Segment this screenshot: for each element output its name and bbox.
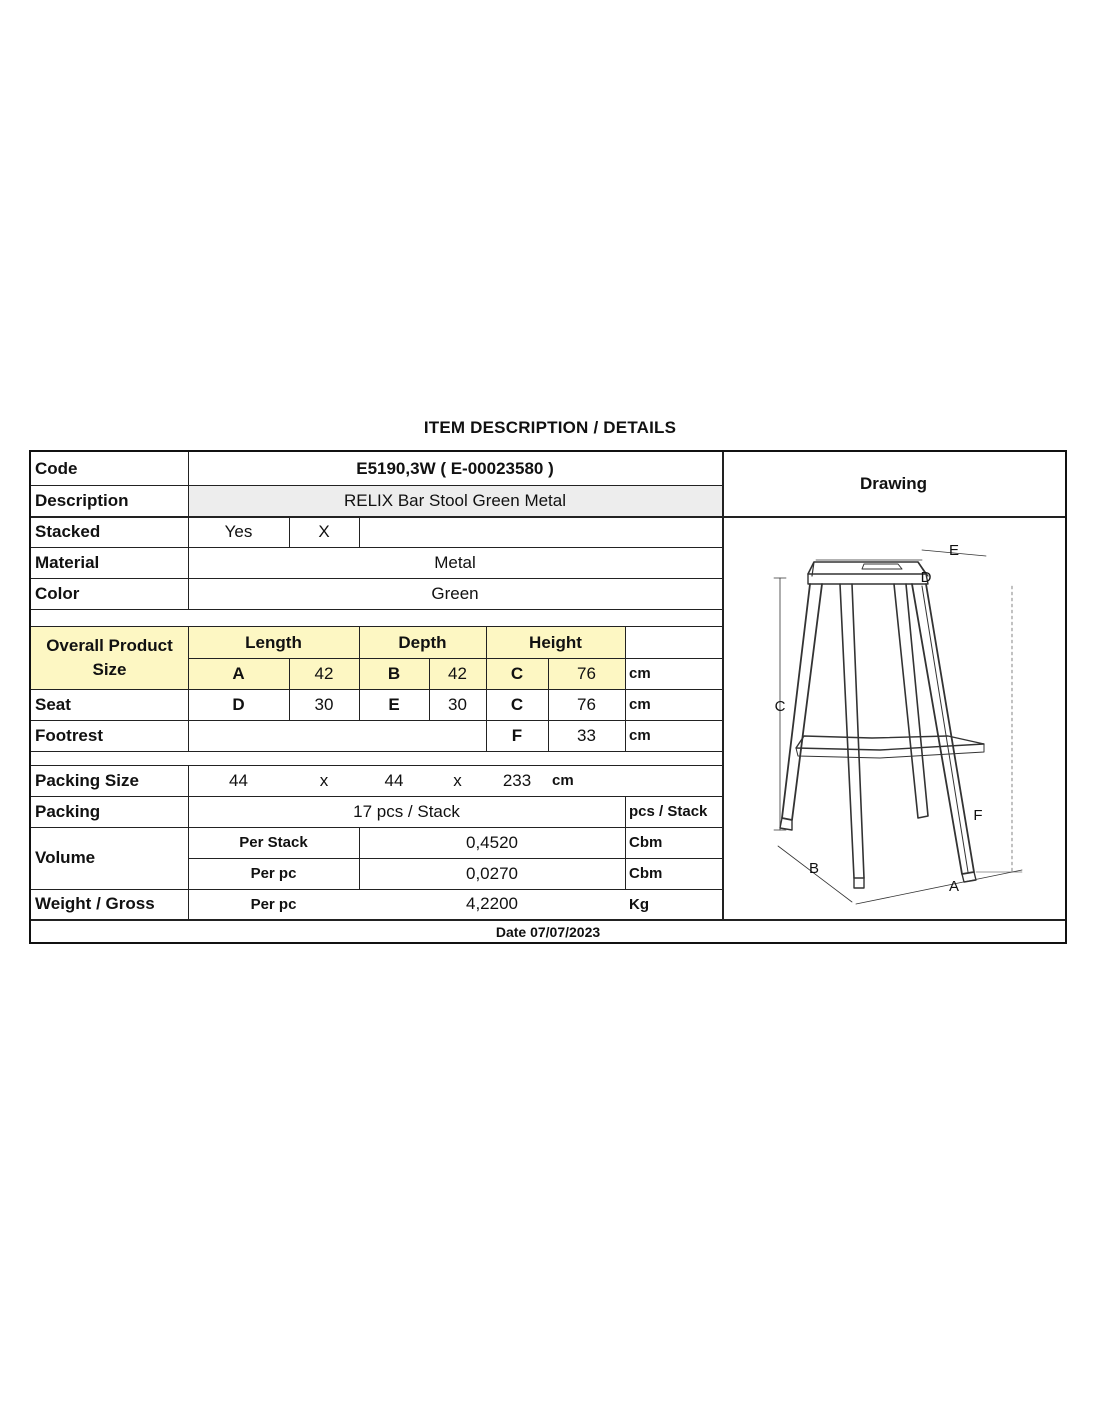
material-label: Material <box>35 552 100 572</box>
footrest-f-letter: F <box>511 725 523 745</box>
code-label: Code <box>35 458 78 478</box>
bar-stool-drawing <box>722 516 1065 920</box>
drawing-label-b: B <box>808 859 819 877</box>
seat-e-value: 30 <box>448 694 467 714</box>
overall-c-value: 76 <box>577 663 596 683</box>
volume-per-pc-unit: Cbm <box>629 865 663 882</box>
date-footer: Date 07/07/2023 <box>495 923 601 940</box>
seat-e-letter: E <box>388 694 400 714</box>
color-label: Color <box>35 583 80 603</box>
material-value: Metal <box>434 552 476 572</box>
rule <box>31 751 722 752</box>
seat-label: Seat <box>35 694 71 714</box>
packing-size-label: Packing Size <box>35 770 139 790</box>
overall-b-value: 42 <box>448 663 467 683</box>
weight-value: 4,2200 <box>466 894 518 913</box>
volume-per-pc-value: 0,0270 <box>466 863 518 883</box>
weight-label: Weight / Gross <box>35 894 155 913</box>
packing-size-times: x <box>319 770 329 790</box>
packing-size-times: x <box>453 770 462 790</box>
stacked-option: Yes <box>224 521 253 541</box>
volume-per-stack-value: 0,4520 <box>466 832 518 852</box>
sheet-title: ITEM DESCRIPTION / DETAILS <box>423 418 677 437</box>
stacked-label: Stacked <box>35 521 101 541</box>
drawing-label-f: F <box>973 806 983 824</box>
weight-per-pc-label: Per pc <box>250 895 297 913</box>
stacked-mark: X <box>318 521 330 541</box>
volume-per-stack-unit: Cbm <box>629 834 663 851</box>
depth-header: Depth <box>398 632 447 652</box>
length-header: Length <box>245 632 302 652</box>
overall-a-letter: A <box>232 663 245 683</box>
color-value: Green <box>431 583 479 603</box>
drawing-label-d: D <box>920 568 932 586</box>
packing-size-length: 44 <box>229 770 248 790</box>
item-details-table <box>29 450 1067 944</box>
drawing-label-a: A <box>948 877 959 895</box>
footrest-unit: cm <box>629 727 651 744</box>
drawing-label-c: C <box>774 697 786 715</box>
code-value: E5190,3W ( E-00023580 ) <box>356 458 554 478</box>
rule <box>31 609 722 610</box>
seat-d-letter: D <box>232 694 245 714</box>
packing-size-width: 44 <box>384 770 404 790</box>
volume-label: Volume <box>35 848 96 867</box>
rule <box>359 516 360 547</box>
description-value: RELIX Bar Stool Green Metal <box>343 490 567 510</box>
packing-size-unit: cm <box>552 772 574 789</box>
overall-b-letter: B <box>387 663 401 683</box>
packing-label: Packing <box>35 801 101 821</box>
packing-value: 17 pcs / Stack <box>353 801 460 821</box>
seat-c-letter: C <box>510 694 524 714</box>
seat-c-value: 76 <box>577 694 596 714</box>
drawing-label-e: E <box>948 541 959 559</box>
volume-per-stack-label: Per Stack <box>239 834 308 851</box>
overall-c-letter: C <box>510 663 524 683</box>
overall-unit: cm <box>629 665 651 682</box>
weight-unit: Kg <box>629 895 649 913</box>
seat-d-value: 30 <box>314 694 334 714</box>
seat-unit: cm <box>629 696 651 713</box>
packing-unit: pcs / Stack <box>629 803 708 820</box>
height-header: Height <box>529 632 582 652</box>
volume-per-pc-label: Per pc <box>250 865 297 882</box>
drawing-header: Drawing <box>859 474 928 493</box>
footrest-f-value: 33 <box>577 725 596 745</box>
packing-size-height: 233 <box>502 770 532 790</box>
description-label: Description <box>35 490 129 510</box>
overall-size-label: Overall Product Size <box>46 636 173 679</box>
footrest-label: Footrest <box>35 725 103 745</box>
overall-a-value: 42 <box>314 663 334 683</box>
